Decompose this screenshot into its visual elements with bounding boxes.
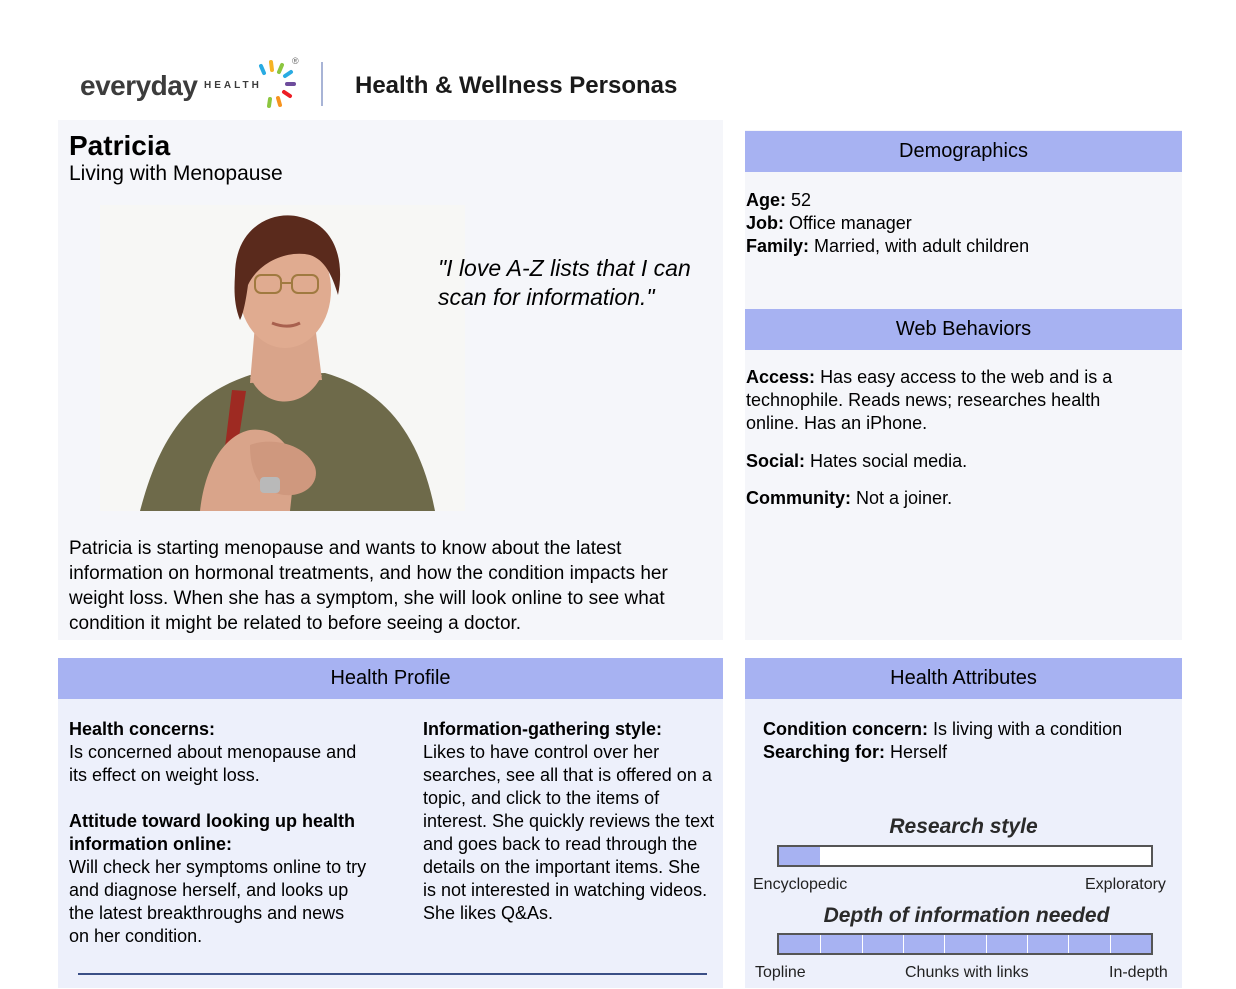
access-label: Access:: [746, 367, 816, 387]
depth-segment-divider: [903, 935, 904, 953]
family-value: Married, with adult children: [814, 236, 1030, 256]
web-behaviors-header: Web Behaviors: [745, 309, 1182, 350]
condition-line: [763, 718, 1178, 741]
social-label: Social:: [746, 451, 806, 471]
registered-mark: ®: [292, 56, 299, 66]
health-concerns-block: [69, 718, 369, 787]
health-concerns-label: Health concerns:: [69, 719, 216, 739]
community-label: Community:: [746, 488, 851, 508]
searching-value: Herself: [890, 742, 948, 762]
header-divider: [321, 62, 323, 106]
depth-left-label: Topline: [755, 964, 806, 981]
page-title: Health & Wellness Personas: [355, 72, 678, 99]
community-line: [746, 487, 1176, 510]
logo-wordmark: everyday: [80, 70, 198, 101]
age-label: Age:: [746, 190, 786, 210]
access-value: Has easy access to the web and is a technophile. Reads news; researches health online. Has an iPhone.: [746, 367, 1113, 433]
persona-photo: [100, 205, 465, 511]
depth-right-label: In-depth: [1109, 964, 1168, 981]
research-right-label: Exploratory: [1085, 876, 1166, 893]
info-gathering-value: Likes to have control over her searches, see all that is offered on a topic, and click to the items of interest. She quickly reviews the text and goes back to read through the details on the important items. She is not interested in watching videos. She likes Q&As.: [423, 742, 715, 923]
job-value: Office manager: [789, 213, 912, 233]
everyday-health-logo: [78, 56, 308, 112]
info-gathering-block: [423, 718, 718, 925]
searching-line: [763, 741, 1178, 764]
age-line: [746, 189, 1176, 212]
depth-segment-divider: [944, 935, 945, 953]
job-line: [746, 212, 1176, 235]
info-gathering-label: Information-gathering style:: [423, 719, 663, 739]
attitude-block: [69, 810, 369, 948]
health-profile-rule: [78, 973, 707, 975]
searching-label: Searching for:: [763, 742, 886, 762]
social-value: Hates social media.: [810, 451, 968, 471]
health-concerns-value: Is concerned about menopause and its effect on weight loss.: [69, 742, 357, 785]
depth-segment-divider: [820, 935, 821, 953]
depth-middle-label: Chunks with links: [905, 964, 1029, 981]
research-style-title: Research style: [889, 815, 1038, 838]
persona-portrait-illustration: [100, 205, 465, 511]
depth-title: Depth of information needed: [823, 904, 1110, 927]
demographics-header: Demographics: [745, 131, 1182, 172]
persona-quote: "I love A-Z lists that I can scan for information.": [438, 255, 691, 310]
depth-segment-divider: [1068, 935, 1069, 953]
attitude-label: Attitude toward looking up health information online:: [69, 811, 355, 854]
persona-subtitle: Living with Menopause: [69, 162, 283, 185]
condition-label: Condition concern:: [763, 719, 928, 739]
condition-value: Is living with a condition: [933, 719, 1123, 739]
social-line: [746, 450, 1176, 473]
logo-subword: HEALTH: [204, 80, 262, 91]
family-label: Family:: [746, 236, 810, 256]
depth-segment-divider: [1110, 935, 1111, 953]
job-label: Job:: [746, 213, 784, 233]
depth-segment-divider: [862, 935, 863, 953]
persona-name: Patricia: [69, 130, 171, 161]
research-style-fill: [779, 847, 820, 865]
age-value: 52: [791, 190, 812, 210]
access-line: [746, 366, 1146, 435]
depth-segment-divider: [1027, 935, 1028, 953]
community-value: Not a joiner.: [856, 488, 953, 508]
health-profile-header: Health Profile: [58, 658, 723, 699]
depth-bar: [777, 933, 1153, 955]
family-line: [746, 235, 1176, 258]
persona-bio: Patricia is starting menopause and wants to know about the latest information on hormonal treatments, and how the condition impacts her weight loss. When she has a symptom, she will look online to see what condition it might be related to before seeing a doctor.: [69, 538, 668, 634]
depth-segment-divider: [986, 935, 987, 953]
research-style-bar: [777, 845, 1153, 867]
attitude-value: Will check her symptoms online to try and diagnose herself, and looks up the latest breakthroughs and news on her condition.: [69, 857, 367, 946]
depth-fill: [779, 935, 1151, 953]
research-left-label: Encyclopedic: [753, 876, 848, 893]
health-attributes-header: Health Attributes: [745, 658, 1182, 699]
